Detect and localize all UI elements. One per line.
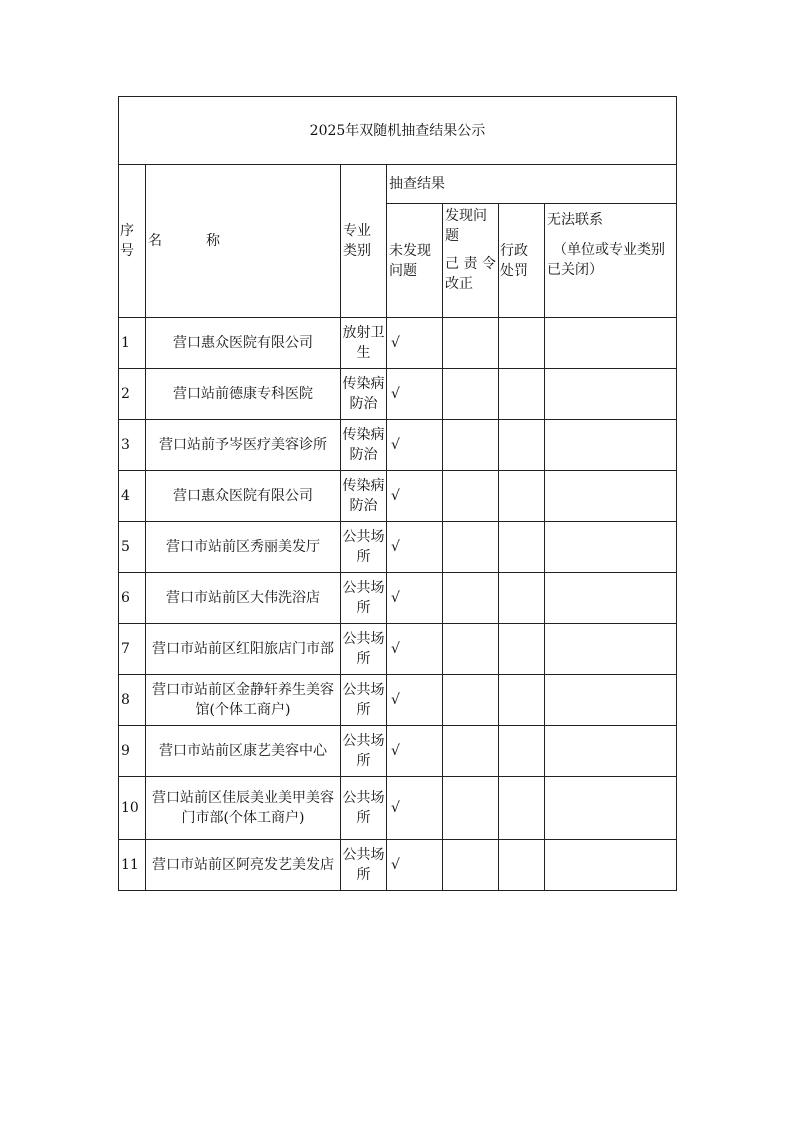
row-category: 放射卫生 (341, 318, 387, 369)
row-penalty (499, 840, 545, 891)
row-name: 营口惠众医院有限公司 (146, 471, 341, 522)
row-category: 传染病防治 (341, 369, 387, 420)
row-penalty (499, 726, 545, 777)
row-no-issue-mark: √ (387, 675, 443, 726)
table-row (119, 840, 677, 891)
row-no-contact (545, 726, 677, 777)
row-found-issue (443, 624, 499, 675)
header-no-contact: 无法联系 （单位或专业类别 已关闭） (545, 204, 677, 318)
row-no-issue-mark: √ (387, 777, 443, 840)
row-no-issue-mark: √ (387, 369, 443, 420)
page-title: 2025年双随机抽查结果公示 (119, 97, 677, 165)
row-penalty (499, 420, 545, 471)
row-no-contact (545, 675, 677, 726)
row-found-issue (443, 420, 499, 471)
row-name: 营口市站前区阿亮发艺美发店 (146, 840, 341, 891)
row-seq: 7 (119, 624, 146, 675)
table-row (119, 573, 677, 624)
row-seq: 3 (119, 420, 146, 471)
row-name: 营口市站前区金静轩养生美容馆(个体工商户) (146, 675, 341, 726)
table-row (119, 522, 677, 573)
row-seq: 11 (119, 840, 146, 891)
header-found-issue: 发现问 题 己 责 令 改正 (443, 204, 499, 318)
row-found-issue (443, 726, 499, 777)
row-penalty (499, 522, 545, 573)
table-row (119, 777, 677, 840)
header-result-group: 抽查结果 (387, 165, 677, 204)
row-name: 营口市站前区秀丽美发厅 (146, 522, 341, 573)
row-penalty (499, 573, 545, 624)
inspection-results-table (118, 96, 677, 891)
table-row (119, 369, 677, 420)
row-category: 公共场所 (341, 726, 387, 777)
row-seq: 1 (119, 318, 146, 369)
row-no-contact (545, 777, 677, 840)
row-no-contact (545, 522, 677, 573)
row-penalty (499, 318, 545, 369)
row-penalty (499, 369, 545, 420)
row-category: 公共场所 (341, 624, 387, 675)
row-name: 营口站前德康专科医院 (146, 369, 341, 420)
table-row (119, 420, 677, 471)
table-row (119, 624, 677, 675)
row-category: 公共场所 (341, 840, 387, 891)
row-name: 营口站前予岑医疗美容诊所 (146, 420, 341, 471)
row-no-issue-mark: √ (387, 420, 443, 471)
row-seq: 8 (119, 675, 146, 726)
row-name: 营口市站前区红阳旅店门市部 (146, 624, 341, 675)
header-seq: 序 号 (119, 165, 146, 318)
row-seq: 9 (119, 726, 146, 777)
row-category: 传染病防治 (341, 471, 387, 522)
row-found-issue (443, 840, 499, 891)
row-name: 营口市站前区康艺美容中心 (146, 726, 341, 777)
row-seq: 2 (119, 369, 146, 420)
row-category: 公共场所 (341, 573, 387, 624)
row-no-issue-mark: √ (387, 726, 443, 777)
row-seq: 4 (119, 471, 146, 522)
table-row (119, 675, 677, 726)
row-found-issue (443, 777, 499, 840)
table-row (119, 318, 677, 369)
row-penalty (499, 675, 545, 726)
row-category: 公共场所 (341, 522, 387, 573)
row-name: 营口站前区佳辰美业美甲美容门市部(个体工商户) (146, 777, 341, 840)
row-no-contact (545, 318, 677, 369)
row-seq: 5 (119, 522, 146, 573)
table-row (119, 471, 677, 522)
row-found-issue (443, 522, 499, 573)
row-name: 营口市站前区大伟洗浴店 (146, 573, 341, 624)
row-penalty (499, 471, 545, 522)
row-found-issue (443, 573, 499, 624)
row-no-contact (545, 840, 677, 891)
row-no-issue-mark: √ (387, 840, 443, 891)
row-no-contact (545, 369, 677, 420)
row-category: 公共场所 (341, 777, 387, 840)
header-no-issue: 未发现 问题 (387, 204, 443, 318)
row-category: 传染病防治 (341, 420, 387, 471)
row-no-contact (545, 573, 677, 624)
row-seq: 6 (119, 573, 146, 624)
row-found-issue (443, 369, 499, 420)
row-no-issue-mark: √ (387, 624, 443, 675)
row-seq: 10 (119, 777, 146, 840)
row-found-issue (443, 471, 499, 522)
row-no-issue-mark: √ (387, 573, 443, 624)
row-no-issue-mark: √ (387, 471, 443, 522)
row-penalty (499, 777, 545, 840)
row-no-contact (545, 420, 677, 471)
row-no-issue-mark: √ (387, 318, 443, 369)
table-row (119, 726, 677, 777)
row-no-issue-mark: √ (387, 522, 443, 573)
row-category: 公共场所 (341, 675, 387, 726)
header-category: 专业 类别 (341, 165, 387, 318)
header-name: 名 称 (146, 165, 341, 318)
row-no-contact (545, 471, 677, 522)
header-penalty: 行政 处罚 (499, 204, 545, 318)
row-found-issue (443, 318, 499, 369)
row-found-issue (443, 675, 499, 726)
row-penalty (499, 624, 545, 675)
row-no-contact (545, 624, 677, 675)
row-name: 营口惠众医院有限公司 (146, 318, 341, 369)
